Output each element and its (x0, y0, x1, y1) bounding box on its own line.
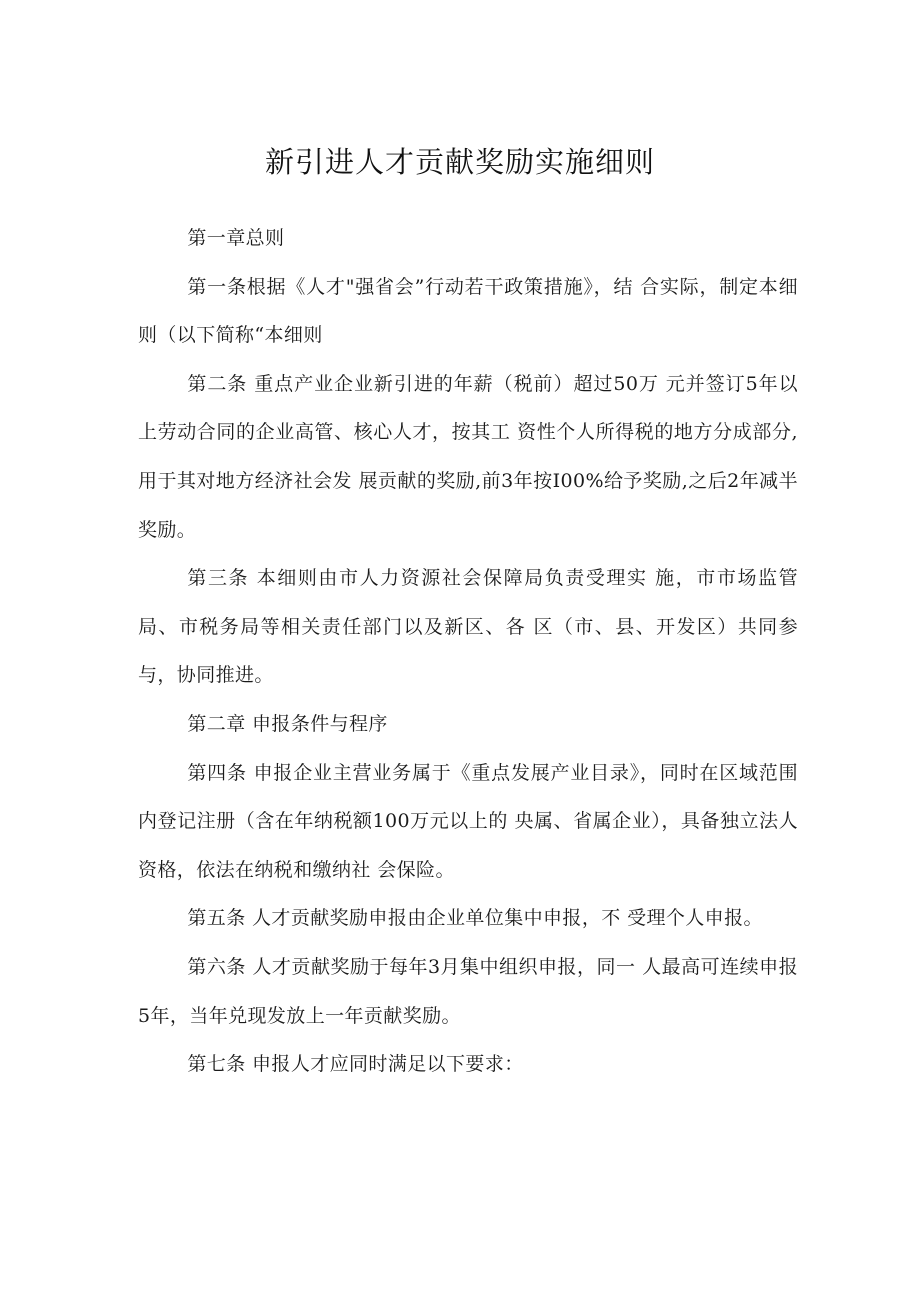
document-title: 新引进人才贡献奖励实施细则 (264, 145, 655, 179)
article-1: 第一条根据《人才"强省会”行动若干政策措施》，结 合实际，制定本细则（以下简称“本细则 (138, 275, 798, 347)
article-5: 第五条 人才贡献奖励申报由企业单位集中申报，不 受理个人申报。 (187, 907, 763, 930)
article-3: 第三条 本细则由市人力资源社会保障局负责受理实 施，市市场监管局、市税务局等相关责任部门以及新区、各 区（市、县、开发区）共同参与，协同推进。 (138, 567, 798, 687)
article-6: 第六条 人才贡献奖励于每年3月集中组织申报，同一 人最高可连续申报5年，当年兑现发放上一年贡献奖励。 (138, 955, 798, 1027)
chapter-heading-2: 第二章 申报条件与程序 (187, 712, 388, 735)
chapter-heading-1: 第一章总则 (187, 227, 285, 249)
document-body (138, 214, 798, 1089)
article-7: 第七条 申报人才应同时满足以下要求： (187, 1053, 524, 1076)
article-2: 第二条 重点产业企业新引进的年薪（税前）超过50万 元并签订5年以上劳动合同的企业高管、核心人才，按其工 资性个人所得税的地方分成部分,用于其对地方经济社会发 展贡献的奖励,前3年按I00%给予奖励,之后2年减半奖励。 (138, 372, 798, 541)
article-4: 第四条 申报企业主营业务属于《重点发展产业目录》，同时在区域范围内登记注册（含在年纳税额100万元以上的 央属、省属企业），具备独立法人资格，依法在纳税和缴纳社 会保险。 (138, 761, 798, 881)
